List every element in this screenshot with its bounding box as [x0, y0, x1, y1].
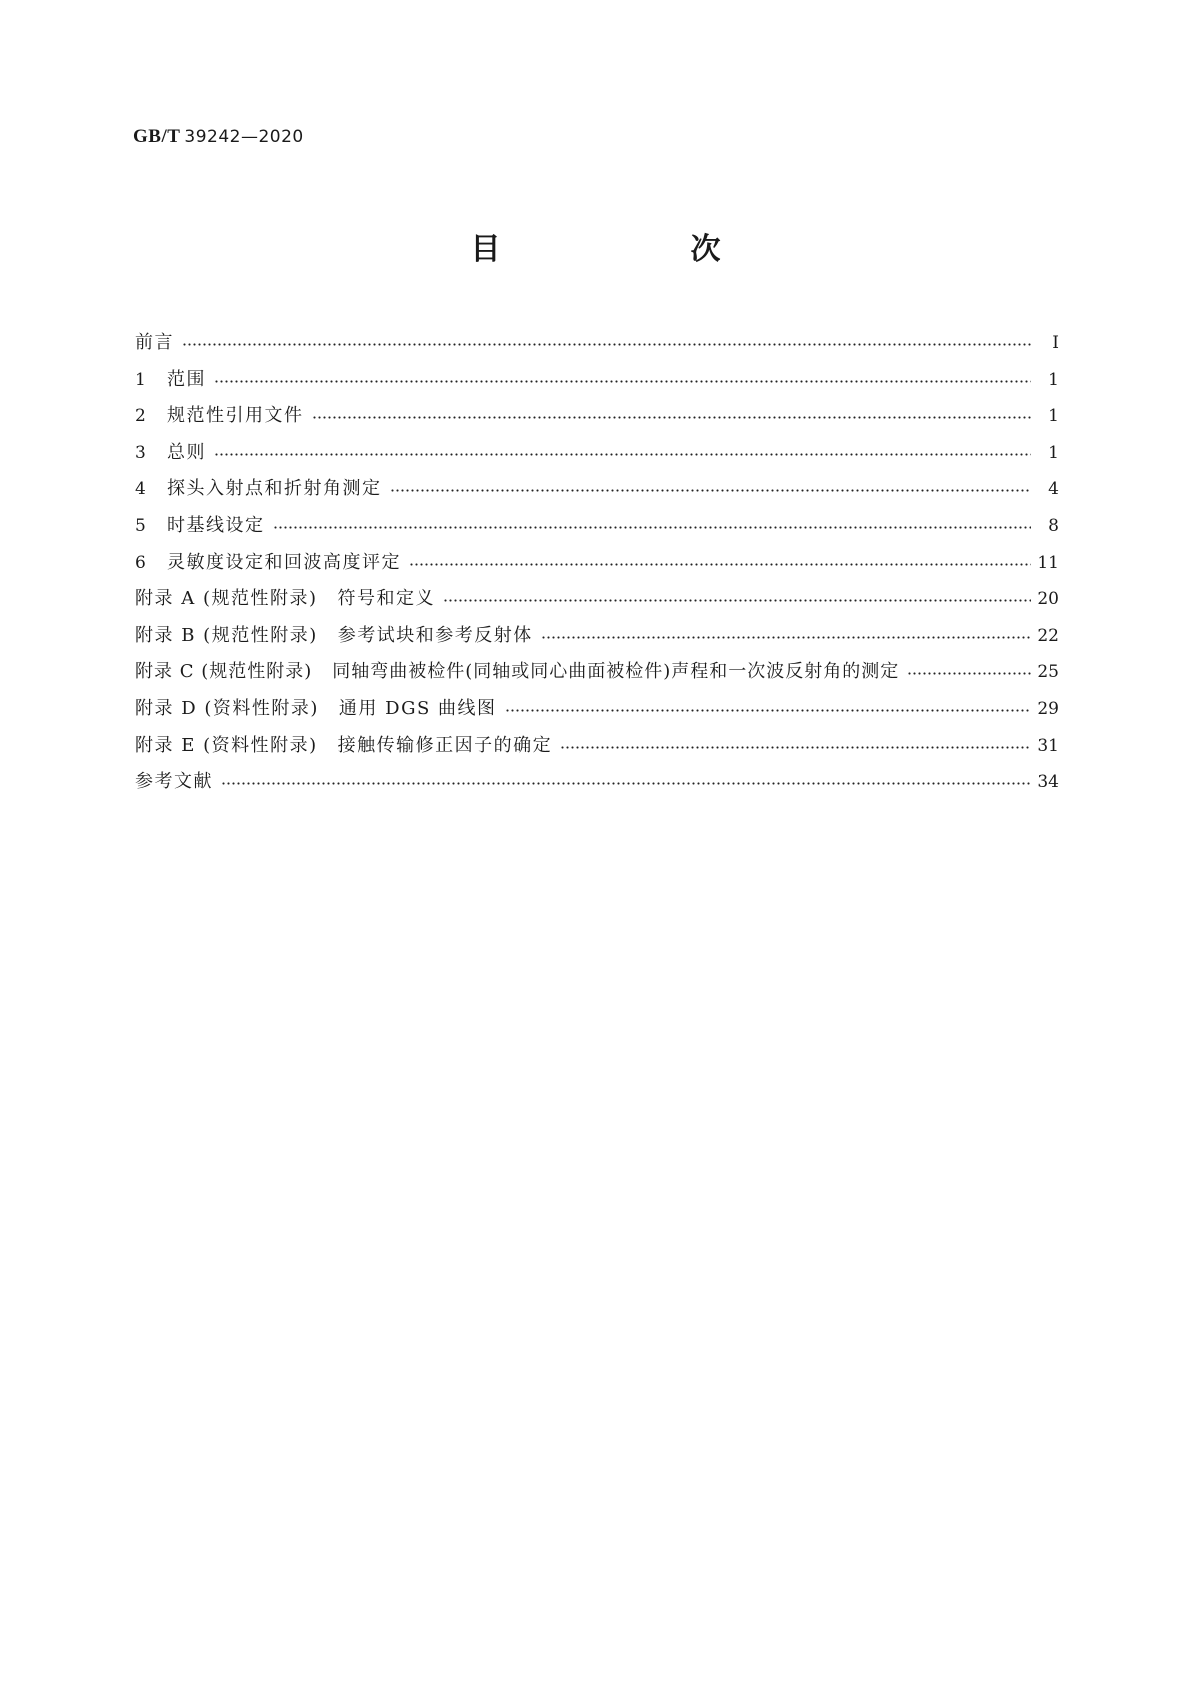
toc-entry-label: 附录 A (规范性附录) 符号和定义 — [135, 588, 435, 610]
toc-entry-label: 参考文献 — [135, 771, 213, 793]
toc-entry-label: 4 探头入射点和折射角测定 — [135, 478, 382, 500]
dot-leader — [273, 511, 1032, 533]
toc-entry-annex-b[interactable] — [135, 618, 1059, 655]
toc-entry-page: 34 — [1037, 772, 1059, 793]
toc-title: 目 次 — [470, 232, 801, 267]
standard-number: 39242—2020 — [184, 127, 304, 147]
toc-entry-page: 31 — [1037, 735, 1059, 756]
toc-entry-normative-references[interactable] — [135, 398, 1059, 435]
toc-entry-page: 8 — [1048, 515, 1059, 536]
toc-entry-page: 11 — [1037, 552, 1059, 573]
toc-entry-label: 3 总则 — [135, 441, 206, 463]
toc-entry-page: 22 — [1037, 625, 1059, 646]
toc-entry-page: 1 — [1048, 406, 1059, 427]
dot-leader — [214, 438, 1031, 460]
dot-leader — [221, 767, 1031, 789]
toc-entry-label: 2 规范性引用文件 — [135, 405, 304, 427]
toc-entry-annex-d[interactable] — [135, 691, 1059, 728]
toc-entry-bibliography[interactable] — [135, 764, 1059, 801]
toc-entry-annex-a[interactable] — [135, 581, 1059, 618]
toc-entry-label: 前言 — [135, 332, 174, 353]
dot-leader — [560, 731, 1031, 753]
toc-entry-foreword[interactable] — [135, 325, 1059, 362]
dot-leader — [541, 621, 1031, 643]
standard-code — [133, 126, 304, 148]
toc-entry-page: 25 — [1037, 662, 1059, 683]
toc-entry-page: 4 — [1048, 479, 1059, 500]
toc-entry-label: 附录 B (规范性附录) 参考试块和参考反射体 — [135, 624, 533, 646]
toc-entry-label: 1 范围 — [135, 368, 206, 390]
toc-entry-probe-index-angle[interactable] — [135, 471, 1059, 508]
toc-entry-time-base[interactable] — [135, 508, 1059, 545]
toc-entry-scope[interactable] — [135, 362, 1059, 399]
toc-entry-page: Ⅰ — [1052, 333, 1059, 353]
dot-leader — [409, 548, 1031, 570]
toc-entry-label: 5 时基线设定 — [135, 514, 265, 536]
dot-leader — [182, 328, 1031, 350]
toc-entry-label: 附录 D (资料性附录) 通用 DGS 曲线图 — [135, 697, 497, 719]
toc-entry-sensitivity[interactable] — [135, 545, 1059, 582]
standard-prefix: GB/T — [133, 126, 181, 147]
toc-entry-annex-c[interactable] — [135, 654, 1059, 691]
dot-leader — [312, 401, 1032, 423]
toc-entry-page: 20 — [1037, 589, 1059, 610]
toc-entry-label: 6 灵敏度设定和回波高度评定 — [135, 551, 401, 573]
dot-leader — [390, 474, 1032, 496]
dot-leader — [214, 365, 1031, 387]
toc-entry-label: 附录 E (资料性附录) 接触传输修正因子的确定 — [135, 734, 553, 756]
toc-entry-label: 附录 C (规范性附录) 同轴弯曲被检件(同轴或同心曲面被检件)声程和一次波反射角的测定 — [135, 661, 900, 683]
dot-leader — [505, 694, 1031, 716]
toc-entry-annex-e[interactable] — [135, 728, 1059, 765]
toc-entry-page: 1 — [1048, 369, 1059, 390]
toc-entry-page: 29 — [1037, 698, 1059, 719]
dot-leader — [443, 584, 1031, 606]
toc-entry-general[interactable] — [135, 435, 1059, 472]
dot-leader — [907, 657, 1031, 679]
table-of-contents — [135, 325, 1059, 801]
toc-entry-page: 1 — [1048, 442, 1059, 463]
